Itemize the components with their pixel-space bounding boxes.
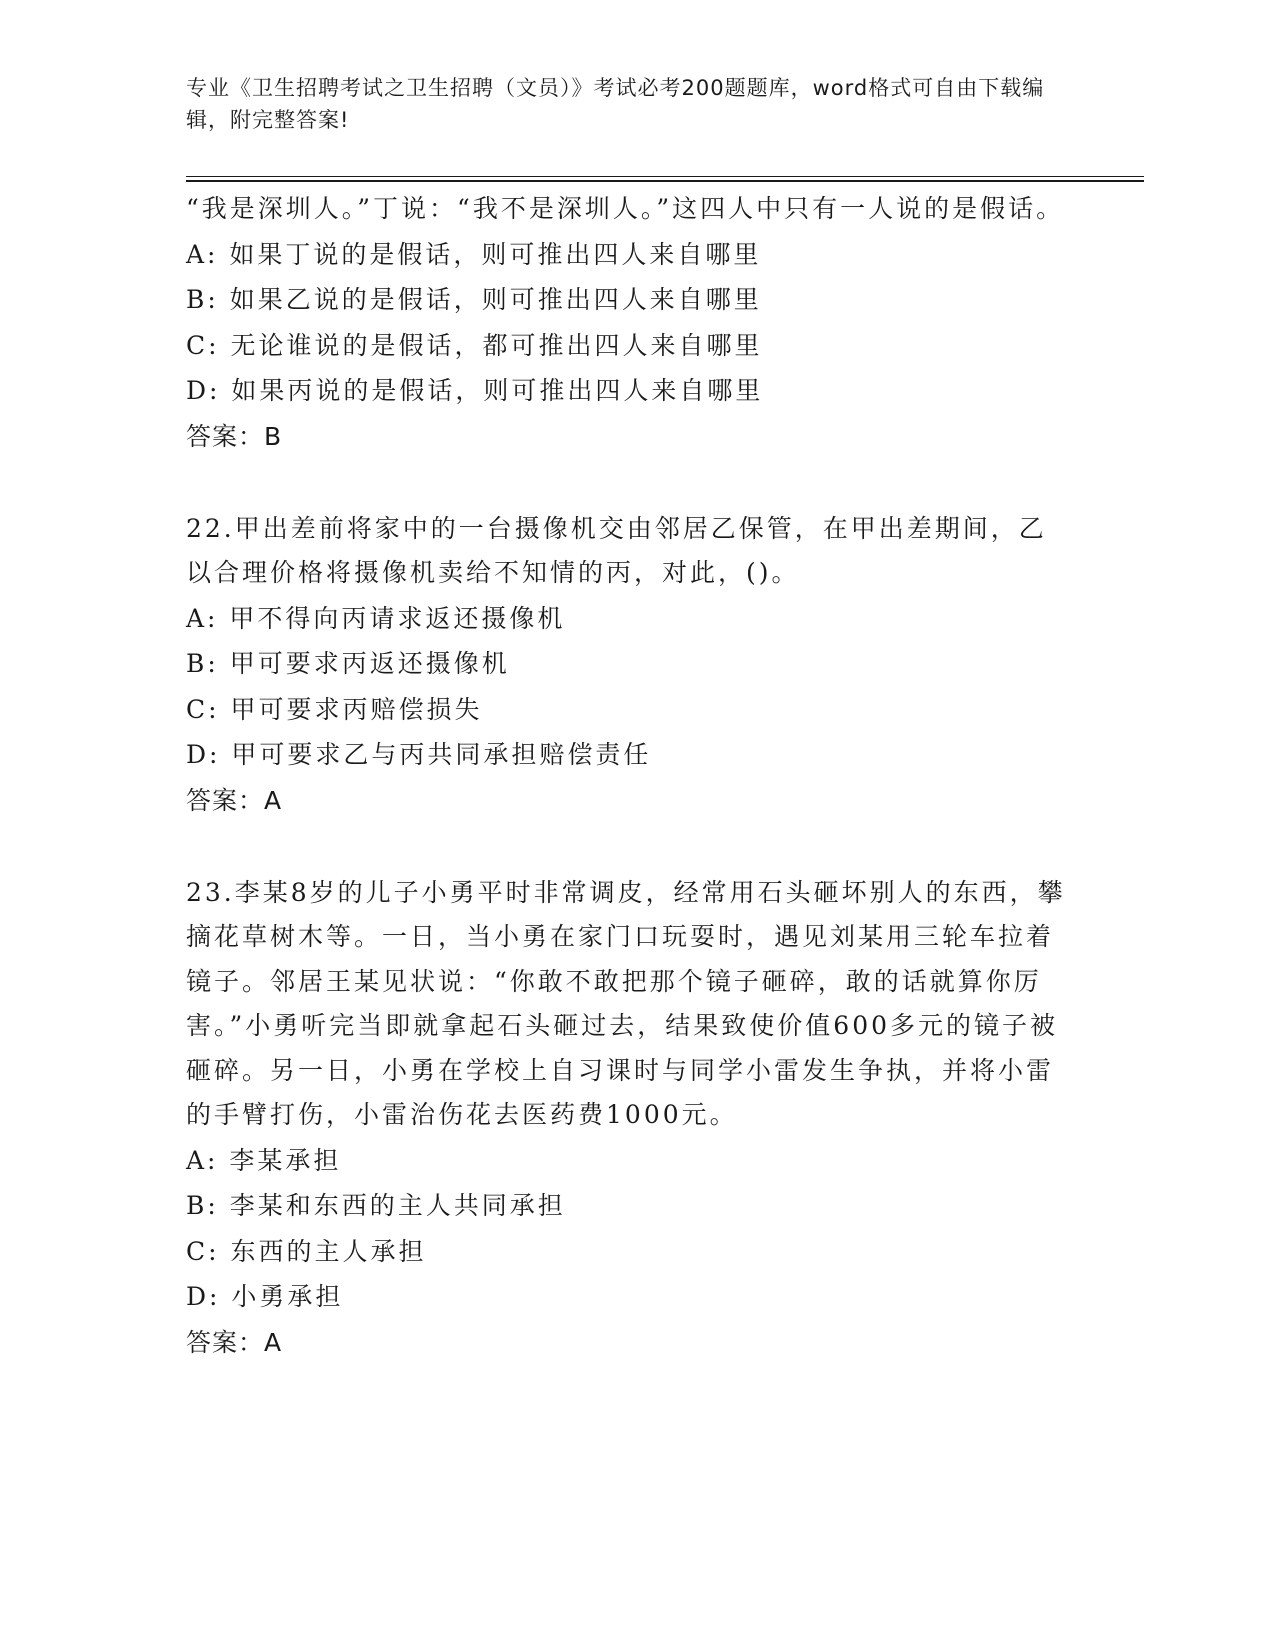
document-body	[186, 187, 1066, 1365]
option-b: B: 李某和东西的主人共同承担	[186, 1191, 566, 1220]
option-b: B: 甲可要求丙返还摄像机	[186, 649, 510, 678]
answer-line: 答案：A	[186, 785, 283, 815]
spacer	[186, 823, 1066, 871]
question-block	[186, 187, 1066, 459]
option-c: C: 东西的主人承担	[186, 1236, 427, 1266]
question-stem: 22.甲出差前将家中的一台摄像机交由邻居乙保管，在甲出差期间，乙以合理价格将摄像机卖给不知情的丙，对此，()。	[186, 513, 1047, 587]
document-header: 专业《卫生招聘考试之卫生招聘（文员）》考试必考200题题库，word格式可自由下载编辑，附完整答案!	[186, 76, 1045, 132]
header-rule-thin	[186, 176, 1144, 177]
question-stem: “我是深圳人。”丁说：“我不是深圳人。”这四人中只有一人说的是假话。	[186, 194, 1065, 223]
question-block	[186, 507, 1066, 823]
option-c: C: 甲可要求丙赔偿损失	[186, 694, 483, 724]
option-d: D: 如果丙说的是假话，则可推出四人来自哪里	[186, 376, 764, 405]
option-a: A: 如果丁说的是假话，则可推出四人来自哪里	[186, 239, 762, 269]
option-c: C: 无论谁说的是假话，都可推出四人来自哪里	[186, 330, 763, 360]
question-stem: 23.李某8岁的儿子小勇平时非常调皮，经常用石头砸坏别人的东西，攀摘花草树木等。一日，当小勇在家门口玩耍时，遇见刘某用三轮车拉着镜子。邻居王某见状说：“你敢不敢把那个镜子砸碎，敢的话就算你厉害。”小勇听完当即就拿起石头砸过去，结果致使价值600多元的镜子被砸碎。另一日，小勇在学校上自习课时与同学小雷发生争执，并将小雷的手臂打伤，小雷治伤花去医药费1000元。	[186, 877, 1066, 1129]
spacer	[186, 459, 1066, 507]
option-d: D: 甲可要求乙与丙共同承担赔偿责任	[186, 740, 652, 769]
option-d: D: 小勇承担	[186, 1282, 344, 1311]
header-rule-thick	[186, 180, 1144, 182]
answer-line: 答案：B	[186, 421, 283, 451]
question-block	[186, 871, 1066, 1365]
option-a: A: 李某承担	[186, 1145, 342, 1175]
option-a: A: 甲不得向丙请求返还摄像机	[186, 603, 566, 633]
answer-line: 答案：A	[186, 1327, 283, 1357]
option-b: B: 如果乙说的是假话，则可推出四人来自哪里	[186, 285, 762, 314]
